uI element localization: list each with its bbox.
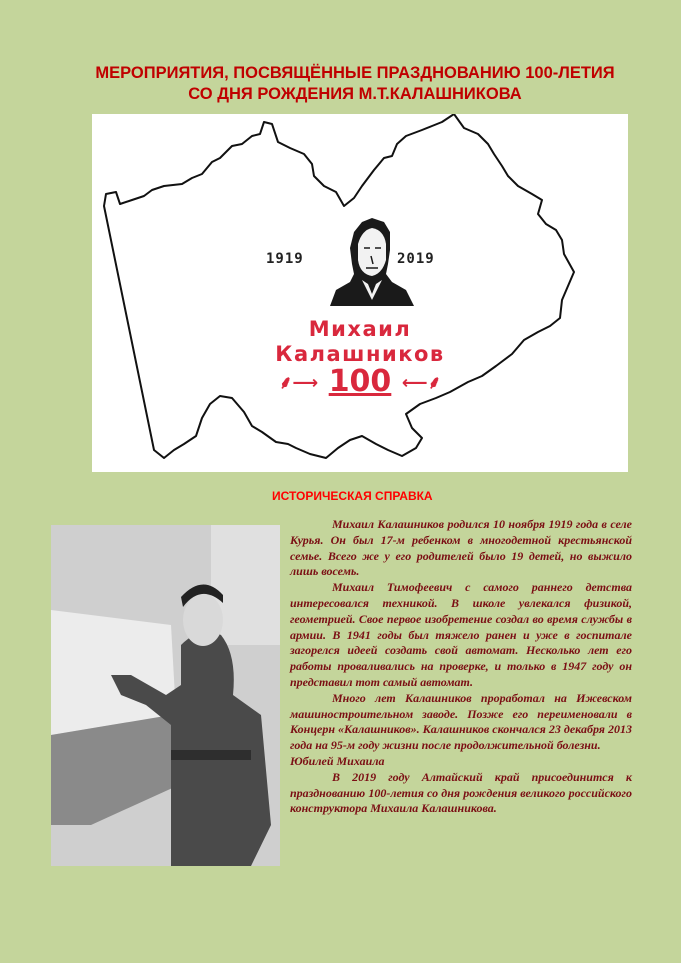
altai-region-map-outline xyxy=(92,114,628,472)
paragraph-birth: Михаил Калашников родился 10 ноября 1919 года в селе Курья. Он был 17-м ребенком в многодетной крестьянской семье. Всего же у его родителей было 19 детей, но выжило лишь восемь. xyxy=(290,517,632,579)
paragraph-later-life: Много лет Калашников проработал на Ижевском машиностроительном заводе. Позже его переименовали в Концерн «Калашников». Калашников скончался 23 декабря 2013 года на 95-м году жизни после продолжительной болезни. xyxy=(290,690,632,753)
logo-number-text: 100 xyxy=(328,364,392,399)
logo-year-end: 2019 xyxy=(397,251,435,267)
logo-year-start: 1919 xyxy=(266,251,304,267)
laurel-left-icon: ⸙⟶ xyxy=(278,372,319,394)
page-title: МЕРОПРИЯТИЯ, ПОСВЯЩЁННЫЕ ПРАЗДНОВАНИЮ 100-ЛЕТИЯ СО ДНЯ РОЖДЕНИЯ М.Т.КАЛАШНИКОВА xyxy=(95,64,615,103)
logo-name-line2: Калашников xyxy=(275,342,445,366)
section-heading: ИСТОРИЧЕСКАЯ СПРАВКА xyxy=(272,489,433,503)
anniversary-logo xyxy=(92,114,628,472)
photo-illustration xyxy=(51,525,280,866)
laurel-right-icon: ⟵⸙ xyxy=(401,372,442,394)
historical-text xyxy=(290,517,632,817)
logo-anniversary-number xyxy=(92,364,628,399)
kalashnikov-photo xyxy=(51,525,280,866)
paragraph-jubilee: В 2019 году Алтайский край присоединится к празднованию 100-летия со дня рождения великого российского конструктора Михаила Калашникова. xyxy=(290,769,632,816)
jubilee-subheading: Юбилей Михаила xyxy=(290,753,385,768)
logo-name-line1: Михаил xyxy=(308,317,412,341)
paragraph-career: Михаил Тимофеевич с самого раннего детства интересовался техникой. В школе увлекался физикой, геометрией. Свое первое изобретение создал во время службы в армии. В 1941 годы был тяжело ранен и уже в госпитале загорелся идеей создать свой автомат. Несколько лет его работы проваливались на проверке, и только в 1947 году он представил тот самый автомат. xyxy=(290,580,632,689)
